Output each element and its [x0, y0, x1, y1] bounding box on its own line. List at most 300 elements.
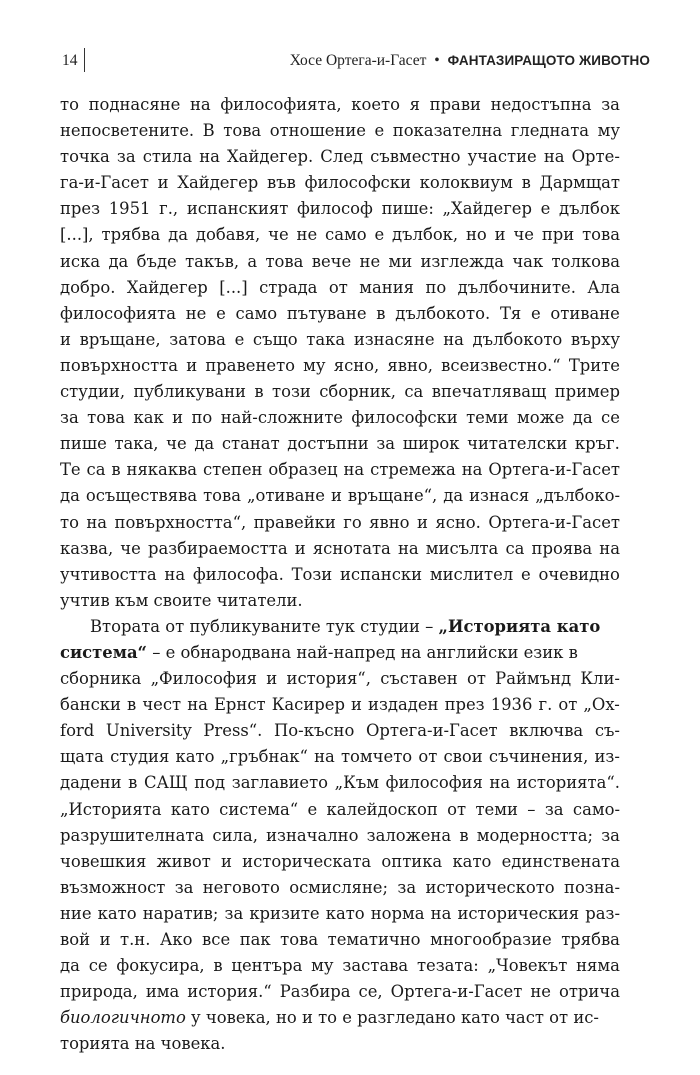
word: че: [268, 225, 289, 245]
word: това: [582, 225, 620, 245]
word: Орте-: [571, 147, 620, 167]
text-line: [60, 562, 620, 588]
word: за: [601, 95, 620, 114]
word: човешкия: [60, 851, 147, 871]
word: че: [120, 538, 141, 558]
word: Дармщат: [539, 173, 620, 193]
word: през: [60, 199, 101, 219]
word: историческия: [457, 903, 580, 923]
word: САЩ: [143, 773, 188, 793]
word: га-и-Гасет: [60, 173, 149, 193]
word: отрича: [559, 982, 620, 1002]
word: ford: [60, 721, 95, 741]
word: са: [404, 382, 424, 402]
word: философията: [60, 303, 177, 323]
word: система“: [219, 799, 299, 819]
word: а: [247, 251, 258, 271]
word: и: [416, 512, 428, 532]
word: за: [397, 877, 417, 897]
word: Ала: [587, 277, 620, 297]
word: този: [272, 382, 311, 402]
word: изглежда: [420, 251, 505, 271]
text-segment: Втората от публикуваните тук студии –: [90, 616, 439, 636]
word: съставен: [380, 669, 458, 689]
word: историческата: [242, 851, 372, 871]
text-line: [60, 744, 620, 770]
word: от: [328, 277, 348, 297]
word: философ: [296, 199, 373, 219]
word: трябва: [101, 225, 161, 245]
word: Тя: [499, 303, 522, 323]
word: „Към: [334, 773, 379, 793]
word: читателски: [467, 434, 568, 454]
word: от: [466, 669, 486, 689]
text-line: [60, 849, 620, 875]
word: но: [466, 225, 487, 245]
bold-title-segment: система“: [60, 642, 147, 662]
text-line: [60, 797, 620, 823]
word: норма: [370, 903, 425, 923]
word: и: [60, 329, 71, 349]
word: вой: [60, 930, 91, 949]
word: студия: [110, 747, 170, 767]
word: добро.: [60, 277, 116, 297]
word: застава: [342, 956, 409, 976]
word: испанският: [186, 199, 289, 219]
word: се: [88, 956, 108, 976]
text-line: учтив към своите читатели.: [60, 590, 303, 610]
word: съвместно: [370, 147, 461, 167]
word: Press“.: [203, 721, 263, 741]
text-line: [60, 536, 620, 562]
word: че: [513, 225, 534, 245]
word: кръг.: [574, 434, 620, 454]
word: са: [505, 538, 525, 558]
word: в: [254, 382, 264, 402]
text-line: [60, 692, 620, 718]
word: да: [572, 408, 593, 428]
word: затова: [169, 329, 226, 349]
word: След: [320, 147, 364, 167]
running-head: [290, 52, 650, 70]
text-segment: – е обнародвана най-напред на английски език в: [147, 642, 578, 662]
word: пример: [554, 382, 620, 402]
word: най-сложните: [220, 408, 344, 428]
word: показателна: [392, 121, 503, 141]
word: правенето: [205, 355, 296, 375]
word: е: [307, 799, 318, 819]
word: и: [157, 173, 169, 193]
word: то: [60, 95, 79, 114]
word: University: [105, 721, 192, 741]
word: за: [544, 799, 564, 819]
word: по: [191, 408, 213, 428]
word: на: [443, 329, 464, 349]
word: връщане,: [79, 329, 161, 349]
word: явно: [369, 512, 410, 532]
word: няма: [576, 956, 620, 976]
word: сборника: [60, 669, 142, 689]
word: все: [202, 930, 231, 949]
word: „дълбоко-: [535, 486, 620, 506]
word: на: [314, 747, 335, 767]
word: пише:: [381, 199, 434, 219]
word: това: [203, 486, 242, 506]
word: през: [444, 695, 485, 715]
word: достъпни: [287, 434, 369, 454]
word: иска: [60, 251, 101, 271]
text-line: [60, 196, 620, 222]
word: че: [166, 434, 187, 454]
word: чак: [512, 251, 544, 271]
word: като: [170, 799, 210, 819]
word: г.,: [159, 199, 179, 219]
word: Те: [60, 460, 81, 480]
word: колоквиум: [419, 173, 513, 193]
word: образец: [268, 460, 338, 480]
word: мания: [359, 277, 414, 297]
running-head-book-title: ФАНТАЗИРАЩОТО ЖИВОТНО: [447, 53, 650, 68]
word: „Философия: [150, 669, 258, 689]
word: „Историята: [60, 799, 162, 819]
word: връщане“,: [347, 486, 438, 506]
word: казва,: [60, 538, 114, 558]
word: го: [343, 512, 362, 532]
word: е: [540, 199, 551, 219]
word: за: [60, 408, 79, 428]
text-line: [60, 118, 620, 144]
word: оптика: [381, 851, 443, 871]
word: повърхността: [60, 355, 179, 375]
word: издаден: [368, 695, 439, 715]
body-text: [60, 92, 620, 1057]
word: да: [60, 956, 80, 976]
word: на: [461, 460, 483, 480]
word: отношение: [269, 121, 366, 141]
text-line: [60, 823, 620, 849]
running-head-separator: •: [434, 52, 440, 69]
word: е: [216, 303, 226, 323]
word: за: [601, 825, 620, 845]
text-line: [60, 275, 620, 301]
word: което: [351, 95, 400, 114]
word: като: [452, 851, 492, 871]
word: дълбокото: [472, 329, 563, 349]
text-line: [60, 144, 620, 170]
word: заглавието: [231, 773, 329, 793]
word: [...]: [219, 277, 248, 297]
word: това: [87, 408, 126, 428]
word: и: [266, 669, 278, 689]
word: не: [296, 225, 318, 245]
word: и: [351, 695, 362, 715]
word: правейки: [253, 512, 336, 532]
word: дадени: [60, 773, 122, 793]
word: Касирер: [271, 695, 345, 715]
word: това: [265, 251, 304, 271]
word: в: [376, 303, 386, 323]
word: очевидно: [538, 564, 620, 584]
word: 1951: [108, 199, 151, 219]
word: му: [311, 956, 334, 976]
word: неговото: [202, 877, 280, 897]
word: центъра: [231, 956, 303, 976]
word: ми: [388, 251, 413, 271]
word: пак: [239, 930, 271, 949]
word: „гръбнак“: [220, 747, 308, 767]
word: бъде: [136, 251, 177, 271]
word: явно,: [387, 355, 433, 375]
text-line: [60, 510, 620, 536]
text-line: [60, 483, 620, 509]
word: Ако: [159, 930, 193, 949]
word: му: [597, 121, 620, 141]
word: –: [527, 799, 536, 819]
word: учтивостта: [60, 564, 157, 584]
word: може: [516, 408, 565, 428]
word: на: [189, 95, 211, 114]
bold-title-segment: „Историята като: [438, 616, 601, 636]
word: стила: [142, 147, 193, 167]
word: „отиване: [247, 486, 325, 506]
word: да: [60, 486, 80, 506]
word: за: [376, 434, 396, 454]
word: Ортега-и-Гасет: [488, 512, 620, 532]
word: повърхността“,: [114, 512, 247, 532]
word: му: [303, 355, 326, 375]
word: е: [520, 564, 531, 584]
word: да: [194, 434, 215, 454]
text-line: [60, 301, 620, 327]
word: станат: [221, 434, 280, 454]
word: единствената: [501, 851, 620, 871]
word: философски: [351, 408, 458, 428]
word: на: [86, 512, 108, 532]
text-line: [60, 1005, 620, 1031]
word: и: [172, 408, 184, 428]
word: и: [99, 930, 111, 949]
word: поднасяне: [88, 95, 181, 114]
text-line: [60, 353, 620, 379]
word: испански: [340, 564, 423, 584]
text-line: [60, 327, 620, 353]
word: така,: [114, 434, 159, 454]
word: и: [186, 355, 198, 375]
word: Трите: [568, 355, 620, 375]
word: студии,: [60, 382, 126, 402]
text-line: [60, 953, 620, 979]
text-line: торията на човека.: [60, 1034, 226, 1054]
word: от: [418, 747, 438, 767]
word: историята“.: [516, 773, 620, 793]
text-line: [60, 640, 620, 666]
word: е: [530, 303, 541, 323]
word: от: [447, 799, 467, 819]
word: калейдоскоп: [326, 799, 438, 819]
word: дълбочините.: [457, 277, 576, 297]
word: съ-: [594, 721, 620, 741]
word: като: [97, 903, 137, 923]
text-line: [60, 431, 620, 457]
word: из-: [594, 747, 620, 767]
word: съчинения,: [488, 747, 589, 767]
word: е: [374, 225, 385, 245]
word: сила,: [212, 825, 258, 845]
word: свои: [443, 747, 483, 767]
word: „Хайдегер: [442, 199, 532, 219]
word: Ортега-и-Гасет: [365, 721, 498, 741]
word: ясно.: [435, 512, 481, 532]
word: история“,: [286, 669, 371, 689]
text-line: [60, 927, 620, 953]
italic-segment: биологичното: [60, 1008, 186, 1028]
word: да: [443, 486, 464, 506]
word: такъв,: [185, 251, 240, 271]
word: пътуване: [286, 303, 367, 323]
word: г.: [538, 695, 553, 715]
word: „Ox-: [583, 695, 620, 715]
word: изнася: [469, 486, 530, 506]
word: дълбок,: [392, 225, 459, 245]
word: яснотата: [312, 538, 391, 558]
text-line: [60, 170, 620, 196]
word: отиване: [550, 303, 620, 323]
word: също: [252, 329, 298, 349]
word: участие: [467, 147, 537, 167]
word: страда: [259, 277, 318, 297]
word: на: [543, 147, 565, 167]
word: не: [359, 251, 381, 271]
word: изначално: [266, 825, 359, 845]
word: на: [599, 538, 620, 558]
word: възможност: [60, 877, 166, 897]
word: философията,: [220, 95, 342, 114]
word: Кли-: [580, 669, 620, 689]
word: многообразие: [430, 930, 552, 949]
word: бански: [60, 695, 121, 715]
word: е: [374, 121, 385, 141]
word: се: [601, 408, 620, 428]
word: в: [521, 173, 531, 193]
text-line: [60, 666, 620, 692]
word: историческото: [425, 877, 555, 897]
word: публикувани: [133, 382, 246, 402]
word: ясно,: [333, 355, 380, 375]
word: щата: [60, 747, 104, 767]
word: степен: [202, 460, 263, 480]
word: недостъпна: [490, 95, 592, 114]
word: Раймънд: [495, 669, 572, 689]
word: раз-: [585, 903, 620, 923]
word: в: [127, 695, 137, 715]
word: философия: [385, 773, 483, 793]
word: 1936: [490, 695, 533, 715]
word: томчето: [340, 747, 413, 767]
word: сборник,: [319, 382, 396, 402]
word: само: [325, 225, 367, 245]
word: върху: [570, 329, 620, 349]
text-line: [60, 901, 620, 927]
word: само-: [572, 799, 620, 819]
word: разрушителната: [60, 825, 205, 845]
word: философски: [304, 173, 411, 193]
text-line: [60, 379, 620, 405]
text-line: [60, 92, 620, 118]
word: на: [430, 903, 452, 923]
word: това: [223, 121, 262, 141]
word: включва: [509, 721, 584, 741]
word: в: [213, 956, 223, 976]
word: при: [541, 225, 575, 245]
word: т.н.: [120, 930, 151, 949]
word: в: [128, 773, 138, 793]
word: да: [108, 251, 129, 271]
text-line: [60, 718, 620, 744]
word: Хайдегер.: [227, 147, 314, 167]
word: осъществява: [85, 486, 198, 506]
word: и: [494, 225, 506, 245]
word: По-късно: [274, 721, 355, 741]
word: „Човекът: [487, 956, 568, 976]
word: на: [199, 147, 220, 167]
word: кризите: [249, 903, 320, 923]
word: е: [234, 329, 245, 349]
word: само: [235, 303, 278, 323]
word: за: [116, 147, 136, 167]
word: има: [145, 982, 180, 1002]
word: като: [325, 903, 365, 923]
word: проява: [531, 538, 593, 558]
word: тезата:: [416, 956, 479, 976]
word: [...],: [60, 225, 94, 245]
word: в: [111, 460, 121, 480]
word: като: [175, 747, 215, 767]
word: тематично: [327, 930, 421, 949]
word: не: [185, 303, 207, 323]
word: това: [280, 930, 319, 949]
text-segment: у човека, но и то е разгледано като част от ис-: [185, 1008, 599, 1028]
header-divider: [84, 48, 85, 72]
word: за: [224, 903, 244, 923]
text-line: [60, 222, 620, 248]
word: Ортега-и-Гасет: [390, 982, 523, 1002]
word: на: [164, 564, 186, 584]
word: за: [174, 877, 194, 897]
text-line: [60, 875, 620, 901]
word: Хайдегер: [126, 277, 208, 297]
word: някаква: [126, 460, 198, 480]
word: чест: [142, 695, 182, 715]
word: мислител: [429, 564, 514, 584]
word: всеизвестно.“: [441, 355, 561, 375]
word: от: [558, 695, 578, 715]
word: на: [343, 460, 365, 480]
word: изнасяне: [353, 329, 435, 349]
word: непосветените.: [60, 121, 195, 141]
word: стремежа: [370, 460, 456, 480]
word: под: [194, 773, 226, 793]
word: заложена: [366, 825, 452, 845]
word: са: [86, 460, 106, 480]
word: и: [330, 486, 342, 506]
word: философа.: [192, 564, 284, 584]
word: фокусира,: [116, 956, 205, 976]
word: ние: [60, 903, 92, 923]
text-line: [60, 614, 620, 640]
word: точка: [60, 147, 110, 167]
page-number: 14: [62, 52, 78, 69]
word: модерността;: [476, 825, 594, 845]
